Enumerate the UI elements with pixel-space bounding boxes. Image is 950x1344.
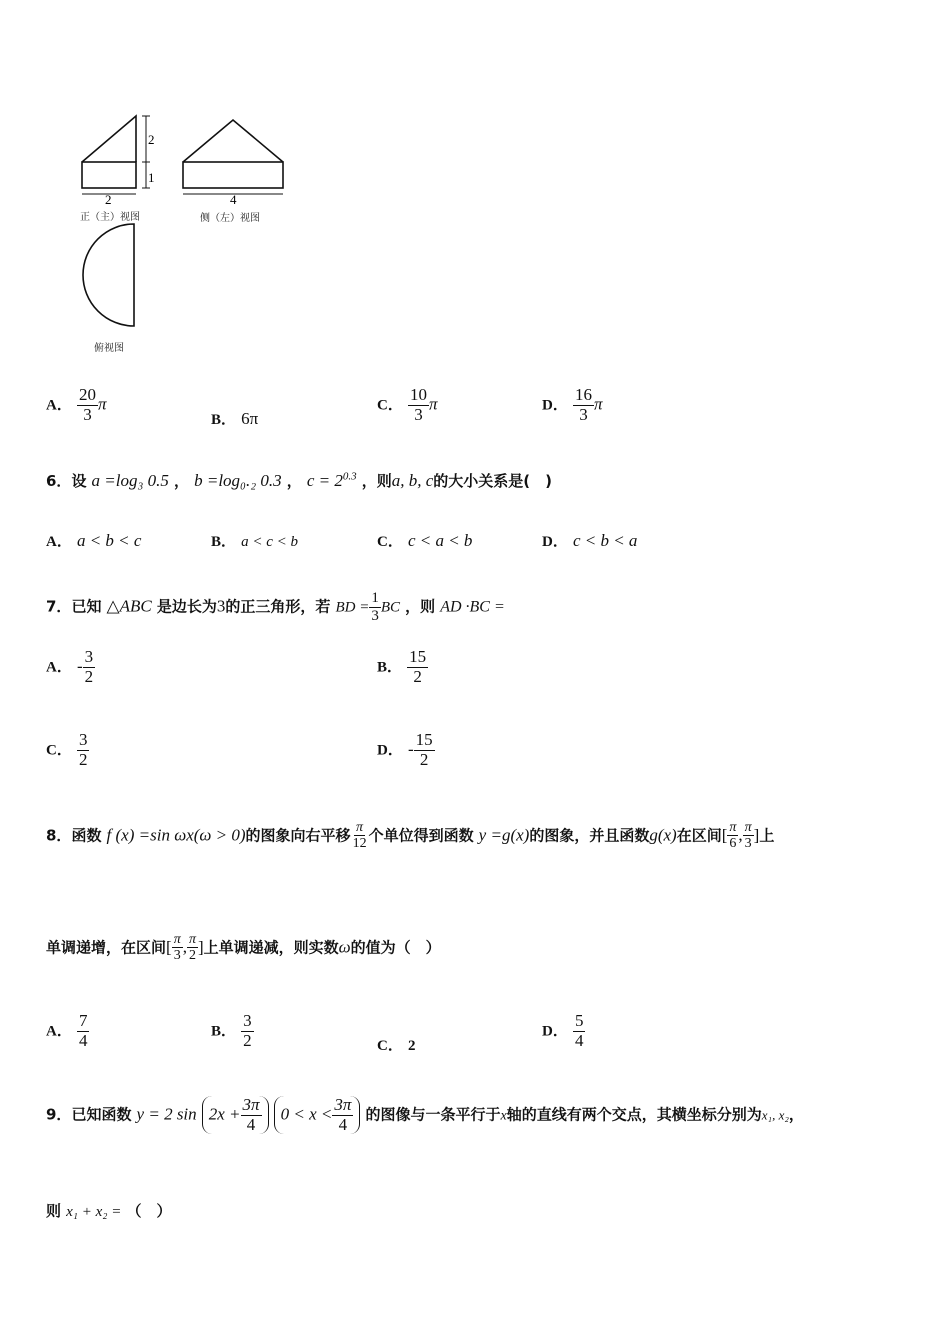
q8-option-c[interactable] [377,1034,415,1055]
front-view-caption: 正（主）视图 [80,212,140,223]
stem-text: 函数 [71,826,102,845]
sum-expression: x₁ + x₂ = [66,1204,122,1220]
option-label: B． [377,659,403,676]
top-view [83,224,134,326]
three-view-figure [70,108,300,358]
option-label: C． [377,397,403,414]
function-y: y = 2 sin [136,1104,197,1124]
stem-text: 在区间 [676,826,722,845]
option-value: 6π [241,409,259,428]
function-g: y =g(x) [478,825,530,845]
side-view-caption: 侧（左）视图 [200,213,260,224]
sign: - [407,739,414,759]
stem-text: 的图像与一条平行于 [365,1105,501,1124]
x1-x2: x₁, x₂ [761,1107,789,1123]
option-fraction: $\frac{5}{4}$ [574,1011,584,1050]
option-fraction: $\frac{20}{3}$ [78,385,96,424]
stem-text: ， [788,1105,804,1124]
option-fraction: $\frac{7}{4}$ [78,1011,88,1050]
stem-text: ，则 [361,472,392,490]
x-axis-var: x [500,1108,507,1124]
interval2-b: $\frac{\pi}{2}$ [188,932,196,964]
stem-text: 的正三角形，若 [225,597,331,616]
pi-symbol: π [593,394,603,414]
stem-text: 上单调递减，则实数 [203,938,339,957]
option-fraction: $\frac{15}{2}$ [415,730,433,769]
interval1-a: $\frac{\pi}{6}$ [729,820,737,852]
question-number: 9． [46,1105,72,1124]
q6-option-a[interactable] [46,530,141,551]
stem-text: 设 [71,472,87,490]
q8-option-d[interactable] [542,1012,585,1050]
option-value: a < c < b [241,534,299,550]
option-label: A． [46,397,72,414]
q8-option-a[interactable] [46,1012,89,1050]
stem-text: 的图象向右平移 [245,826,351,845]
option-label: B． [211,534,237,550]
side-length: 3 [216,596,226,616]
inner-fraction: $\frac{3\pi}{4}$ [242,1095,260,1134]
option-value: c < a < b [407,531,473,550]
front-view [82,116,150,194]
option-label: B． [211,412,237,428]
stem-text: ，则 [405,597,436,616]
q6-stem [46,470,552,491]
q6-option-d[interactable] [542,530,637,551]
stem-text: 轴的直线有两个交点，其横坐标分别为 [506,1105,762,1124]
sin-argument: 2x + $\frac{3\pi}{4}$ [202,1096,269,1134]
option-fraction: $\frac{3}{2}$ [78,730,88,769]
q7-option-d[interactable] [377,731,435,769]
question-number: 6． [46,472,72,490]
omega: ω [338,937,351,957]
stem-text: 已知 [71,597,102,616]
option-fraction: $\frac{3}{2}$ [243,1011,252,1050]
option-label: D． [542,1023,568,1040]
q5-option-d[interactable] [542,386,602,424]
shift-fraction: $\frac{\pi}{12}$ [352,820,367,852]
stem-text: 的值为（ ） [350,938,441,957]
bd-fraction: $\frac{1}{3}$ [371,590,379,624]
stem-text: 的图象，并且函数 [529,826,650,845]
q7-option-b[interactable] [377,648,428,686]
pi-symbol: π [97,394,107,414]
question-number: 8． [46,826,72,845]
stem-text: 单调递增，在区间 [46,938,167,957]
option-label: D． [542,534,568,550]
pi-symbol: π [428,394,438,414]
domain: 0 < x < $\frac{3\pi}{4}$ [274,1096,361,1134]
option-value: a < b < c [76,531,142,550]
option-label: B． [211,1023,237,1040]
vector-bd: BD = [335,599,370,616]
function-g-ref: g(x) [649,825,677,845]
option-label: D． [377,742,403,759]
q7-stem [46,590,505,624]
option-fraction: $\frac{3}{2}$ [84,647,94,686]
q5-option-c[interactable] [377,386,437,424]
stem-text: ， [286,472,302,490]
stem-text: 是边长为 [156,597,217,616]
domain-fraction: $\frac{3\pi}{4}$ [334,1095,352,1134]
vars: a, b, c [391,471,434,490]
dim-front-width-label: 2 [105,192,112,207]
stem-text: 则 [46,1202,62,1220]
q6-option-b[interactable] [211,530,298,551]
interval1-b: $\frac{\pi}{3}$ [744,820,752,852]
option-label: C． [377,534,403,550]
q5-option-b[interactable] [211,408,258,429]
q6-option-c[interactable] [377,530,472,551]
stem-text: （ ） [126,1202,172,1220]
function-f: f (x) =sin ωx(ω > 0) [106,825,246,845]
expr-c: $c = 2^{0.3}$ [306,470,357,490]
stem-text: ， [174,472,190,490]
q9-stem-line2 [46,1200,171,1221]
q8-option-b[interactable] [211,1012,254,1050]
q8-stem-line1: 8．函数 f (x) =sin ωx(ω > 0)的图象向右平移 $\frac{\pi}{12}$ 个单位得到函数 y =g(x)的图象，并且函数g(x)在区间[ $\frac{\pi}{6}$ , $\frac{\pi}{3}$ ]上 [46,820,775,852]
q9-stem-line1 [46,1096,804,1134]
vector-bc: BC [380,599,400,616]
side-view [183,120,283,194]
option-fraction: $\frac{16}{3}$ [574,385,592,424]
dot-product: AD ·BC = [440,598,505,616]
option-label: C． [46,742,72,759]
option-fraction: $\frac{10}{3}$ [409,385,427,424]
question-number: 7． [46,597,72,616]
expr-b: b =log₀.₂ 0.3 [194,471,282,490]
option-fraction: $\frac{15}{2}$ [409,647,427,686]
option-value: c < b < a [572,531,638,550]
option-value: 2 [407,1038,416,1054]
option-label: A． [46,534,72,550]
dim-mid-label: 1 [148,170,155,185]
dim-side-width-label: 4 [230,192,237,207]
sign: - [76,656,83,676]
stem-text: 已知函数 [71,1105,132,1124]
option-label: A． [46,659,72,676]
stem-text: 个单位得到函数 [368,826,474,845]
option-label: D． [542,397,568,414]
q5-option-a[interactable] [46,386,106,424]
dim-top-label: 2 [148,132,155,147]
option-label: C． [377,1038,403,1054]
q7-option-a[interactable] [46,648,95,686]
stem-text: 的大小关系是( ) [433,472,552,490]
top-view-caption: 俯视图 [94,343,124,354]
expr-a: a =log₃ 0.5 [91,471,169,490]
interval2-a: $\frac{\pi}{3}$ [173,932,181,964]
stem-text: 上 [759,826,775,845]
triangle-abc: △ABC [106,596,152,616]
option-label: A． [46,1023,72,1040]
q8-stem-line2: 单调递增，在区间[ $\frac{\pi}{3}$ , $\frac{\pi}{2}$ ]上单调递减，则实数ω的值为（ ） [46,932,441,964]
q7-option-c[interactable] [46,731,89,769]
